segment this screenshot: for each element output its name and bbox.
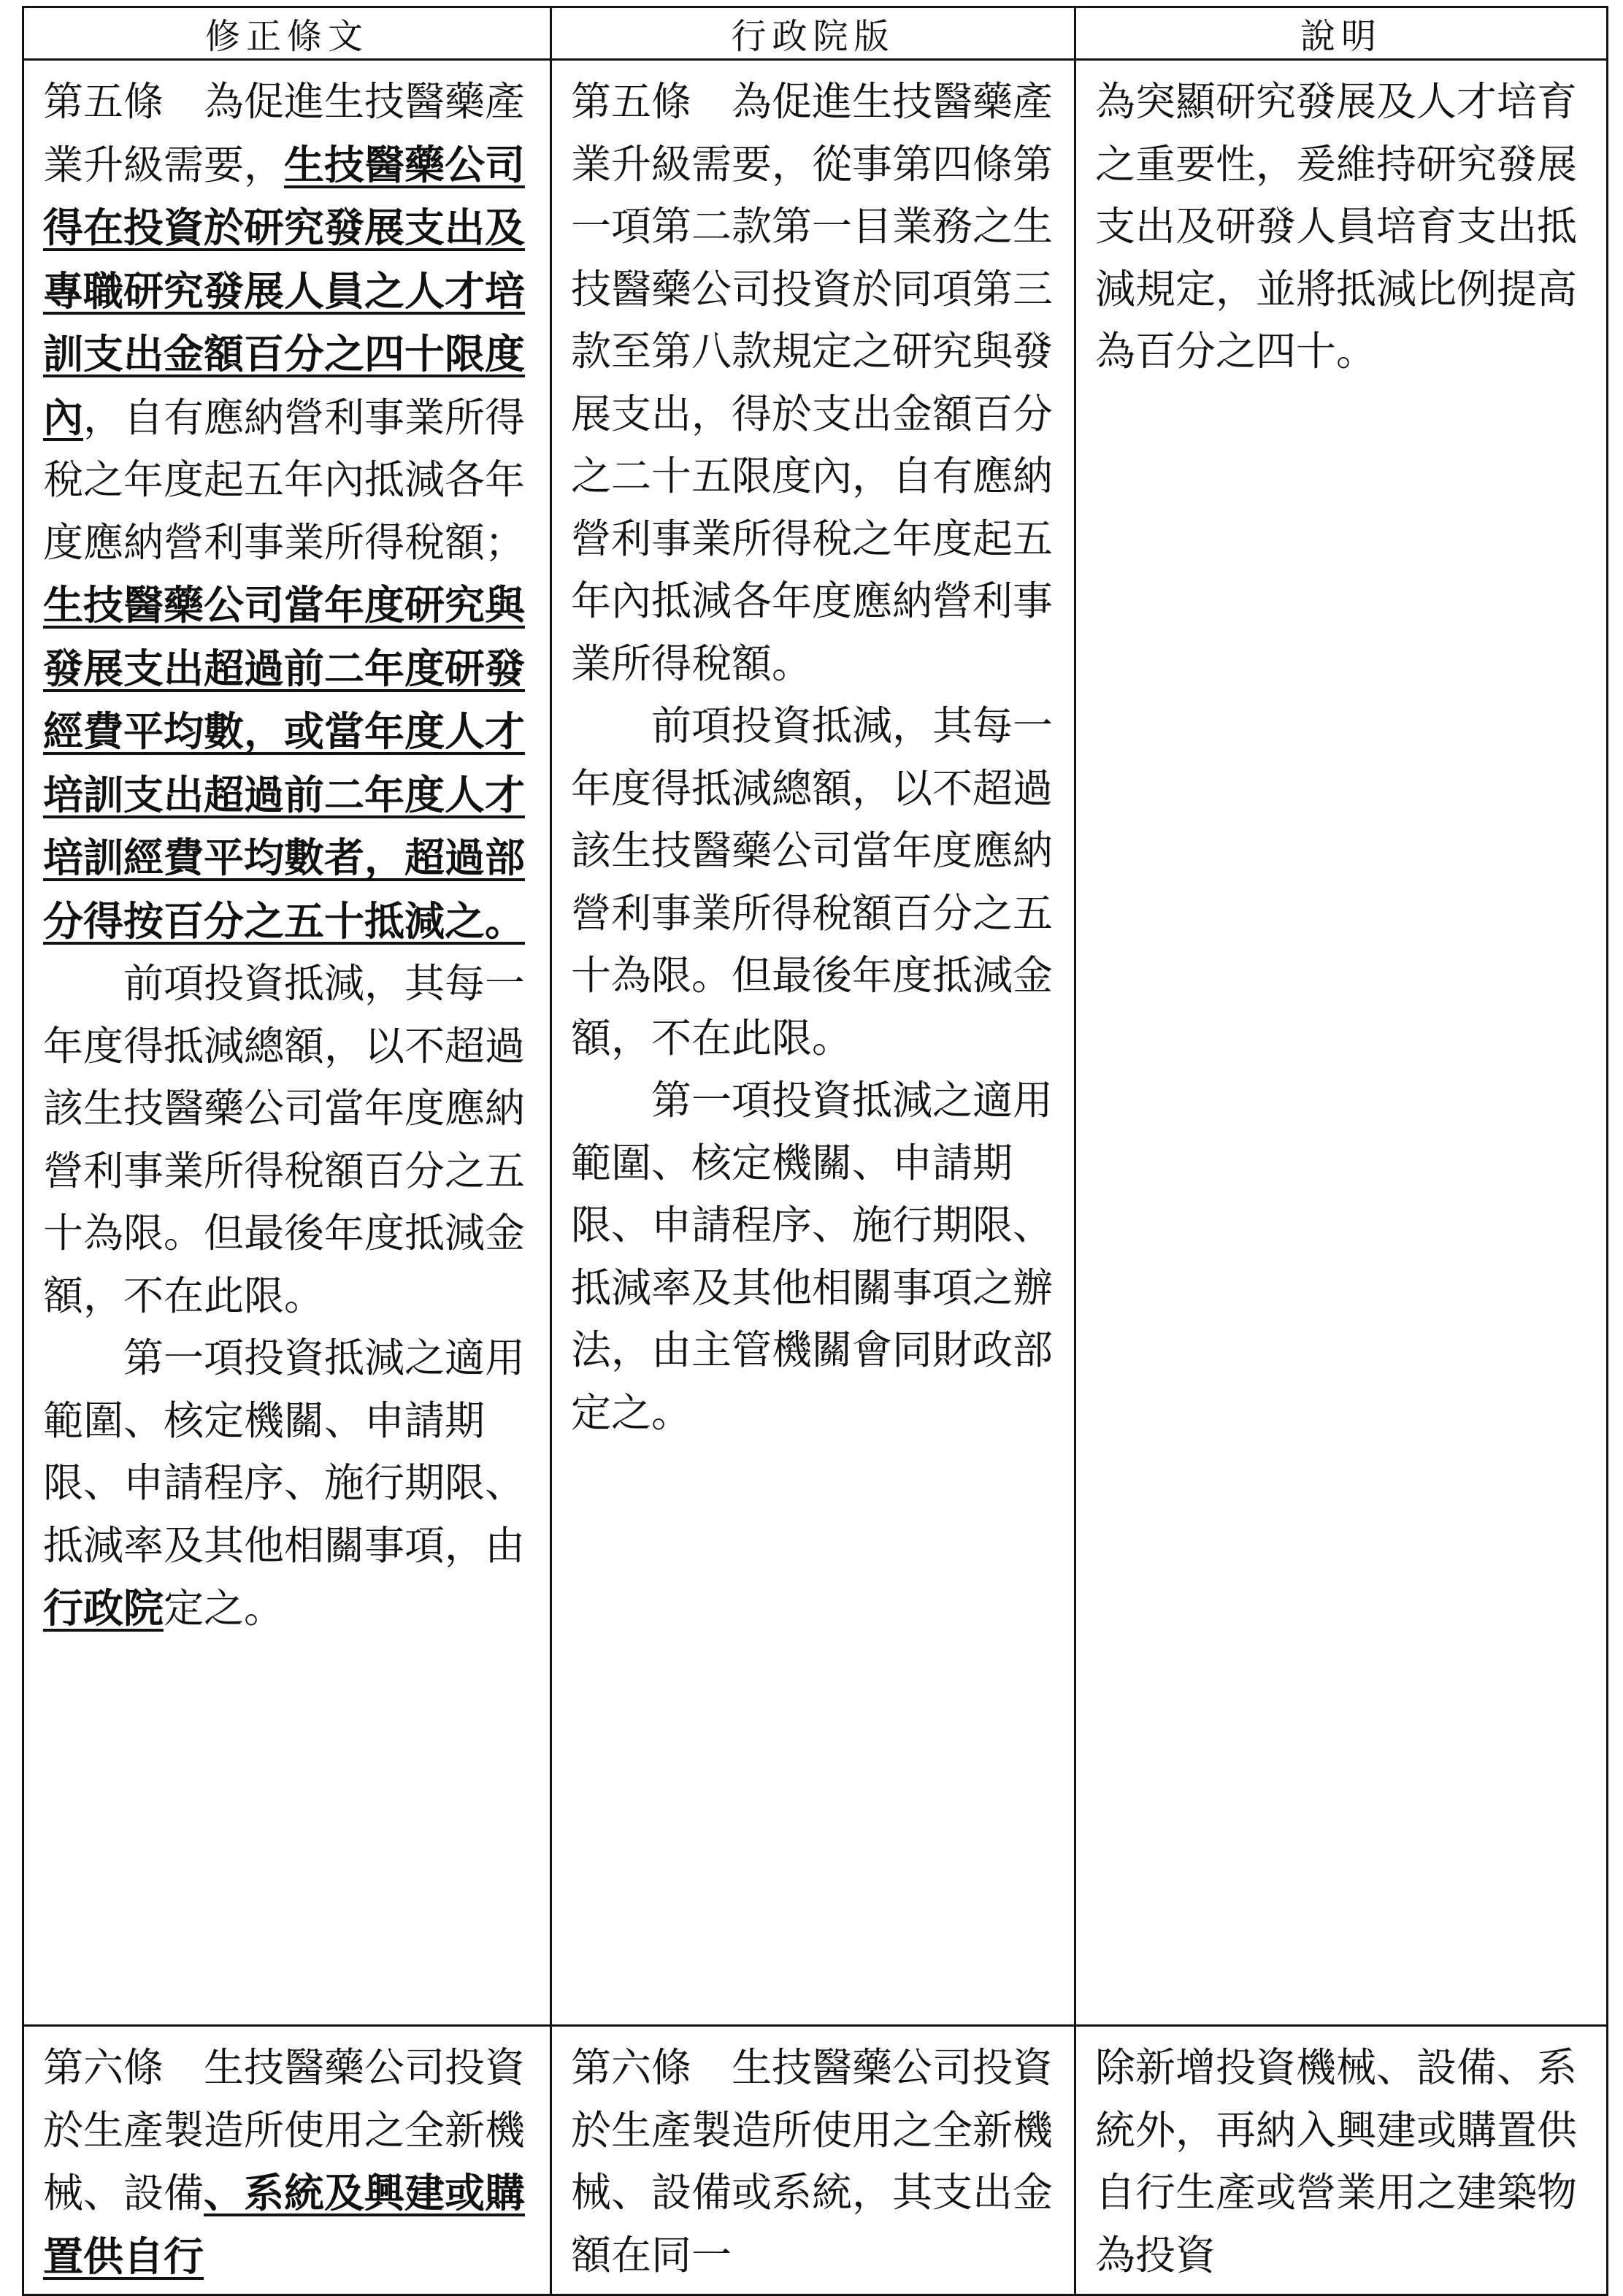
article-6-executive-cell [551,2026,1075,2295]
amended-text: 第五條 為促進生技醫藥產業升級需要， [43,78,526,188]
comparison-table [22,6,1608,2296]
article-6-row [23,2026,1608,2295]
article-5-amended-para-3 [43,1327,535,1640]
article-5-row [23,60,1608,2026]
amended-text: ，自有應納營利事業所得稅之年度起五年內抵減各年度應納營利事業所得稅額； [43,393,526,566]
amended-highlight: 、系統及興建或購置供自行 [43,2169,526,2280]
amended-highlight: 生技醫藥公司當年度研究與發展支出超過前二年度研發經費平均數，或當年度人才培訓支出超過前二年度人才培訓經費平均數者，超過部分得按百分之五十抵減之。 [43,581,526,945]
article-5-amended-para-2: 前項投資抵減，其每一年度得抵減總額，以不超過該生技醫藥公司當年度應納營利事業所得稅額百分之五十為限。但最後年度抵減金額，不在此限。 [43,960,526,1319]
article-5-amended-para-1 [43,71,535,953]
article-6-note-cell [1075,2026,1608,2295]
article-6-note: 除新增投資機械、設備、系統外，再納入興建或購置供自行生產或營業用之建築物為投資 [1095,2044,1578,2278]
article-5-executive-para-3: 第一項投資抵減之適用範圍、核定機關、申請期限、申請程序、施行期限、抵減率及其他相關事項之辦法，由主管機關會同財政部定之。 [571,1077,1054,1436]
comparison-document [22,6,1606,2296]
article-6-amended-para-1 [43,2037,535,2288]
article-5-note: 為突顯研究發展及人才培育之重要性，爰維持研究發展支出及研發人員培育支出抵減規定，並將抵減比例提高為百分之四十。 [1095,78,1578,375]
amended-text: 第一項投資抵減之適用範圍、核定機關、申請期限、申請程序、施行期限、抵減率及其他相關事項，由 [43,1335,526,1569]
article-5-executive-para-1: 第五條 為促進生技醫藥產業升級需要，從事第四條第一項第二款第一目業務之生技醫藥公司投資於同項第三款至第八款規定之研究與發展支出，得於支出金額百分之二十五限度內，自有應納營利事業所得稅之年度起五年內抵減各年度應納營利事業所得稅額。 [571,78,1054,687]
amended-highlight: 生技醫藥公司得在投資於研究發展支出及專職研究發展人員之人才培訓支出金額百分之四十限度內 [43,140,526,441]
article-5-amended-cell [23,60,551,2026]
amended-highlight: 行政院 [43,1584,164,1632]
header-row [23,7,1608,60]
amended-text: 第六條 生技醫藥公司投資於生產製造所使用之全新機械、設備 [43,2044,526,2216]
header-amended: 修正條文 [23,7,551,60]
article-5-executive-para-2: 前項投資抵減，其每一年度得抵減總額，以不超過該生技醫藥公司當年度應納營利事業所得稅額百分之五十為限。但最後年度抵減金額，不在此限。 [571,702,1054,1061]
article-5-executive-cell [551,60,1075,2026]
header-executive: 行政院版 [551,7,1075,60]
header-note: 說明 [1075,7,1608,60]
article-6-executive-para-1: 第六條 生技醫藥公司投資於生產製造所使用之全新機械、設備或系統，其支出金額在同一 [571,2044,1054,2278]
article-6-amended-cell [23,2026,551,2295]
amended-text: 定之。 [164,1585,285,1632]
article-5-note-cell [1075,60,1608,2026]
